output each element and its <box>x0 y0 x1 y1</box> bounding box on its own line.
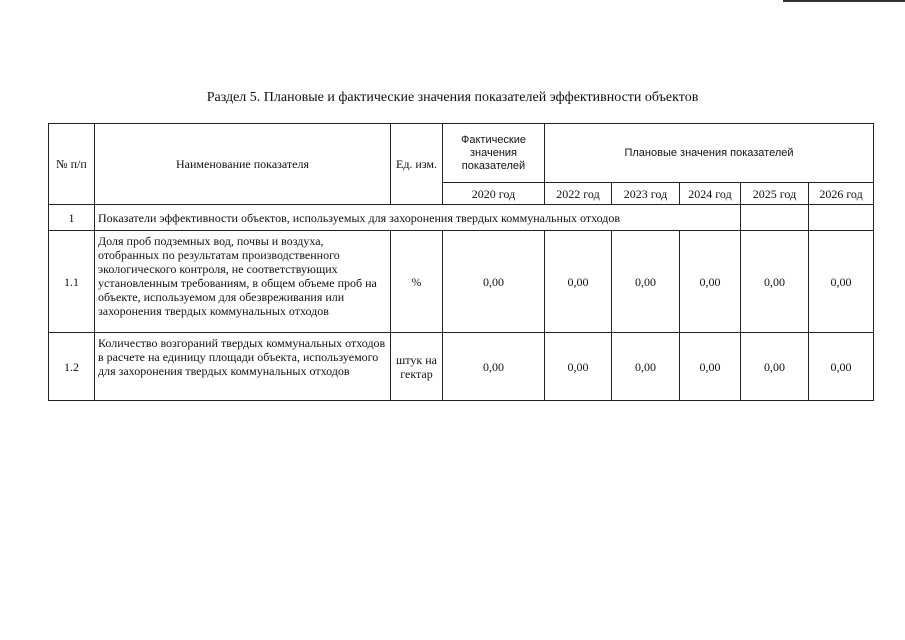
row-unit: штук на гектар <box>391 333 443 401</box>
row-value: 0,00 <box>612 333 680 401</box>
table-row <box>49 333 874 401</box>
row-value: 0,00 <box>680 333 741 401</box>
row-value: 0,00 <box>680 231 741 333</box>
row-value: 0,00 <box>809 333 874 401</box>
section-text: Показатели эффективности объектов, используемых для захоронения твердых коммунальных отходов <box>95 205 741 231</box>
header-year: 2022 год <box>545 183 612 205</box>
table-row <box>49 231 874 333</box>
header-year: 2025 год <box>741 183 809 205</box>
header-year: 2020 год <box>443 183 545 205</box>
row-value: 0,00 <box>443 231 545 333</box>
row-name: Доля проб подземных вод, почвы и воздуха, отобранных по результатам производственного экологического контроля, не соответствующих установленным требованиям, в общем объеме проб на объекте, используемом для обезвреживания или захоронения твердых коммунальных отходов <box>95 231 391 333</box>
row-num: 1.1 <box>49 231 95 333</box>
header-name: Наименование показателя <box>95 124 391 205</box>
header-unit: Ед. изм. <box>391 124 443 205</box>
header-year: 2024 год <box>680 183 741 205</box>
row-value: 0,00 <box>612 231 680 333</box>
top-rule <box>783 0 905 2</box>
header-year: 2023 год <box>612 183 680 205</box>
row-name: Количество возгораний твердых коммунальных отходов в расчете на единицу площади объекта, используемого для захоронения твердых коммунальных отходов <box>95 333 391 401</box>
row-value: 0,00 <box>741 333 809 401</box>
row-value: 0,00 <box>809 231 874 333</box>
header-year: 2026 год <box>809 183 874 205</box>
row-num: 1.2 <box>49 333 95 401</box>
section-title: Раздел 5. Плановые и фактические значения показателей эффективности объектов <box>206 90 699 105</box>
header-row-1 <box>49 124 874 183</box>
row-value: 0,00 <box>741 231 809 333</box>
row-value: 0,00 <box>443 333 545 401</box>
section-empty-cell <box>809 205 874 231</box>
row-unit: % <box>391 231 443 333</box>
indicators-table <box>48 123 874 401</box>
header-planned: Плановые значения показателей <box>545 124 874 183</box>
row-value: 0,00 <box>545 333 612 401</box>
header-num: № п/п <box>49 124 95 205</box>
row-value: 0,00 <box>545 231 612 333</box>
section-empty-cell <box>741 205 809 231</box>
section-num: 1 <box>49 205 95 231</box>
section-row <box>49 205 874 231</box>
header-fact: Фактические значения показателей <box>443 124 545 183</box>
